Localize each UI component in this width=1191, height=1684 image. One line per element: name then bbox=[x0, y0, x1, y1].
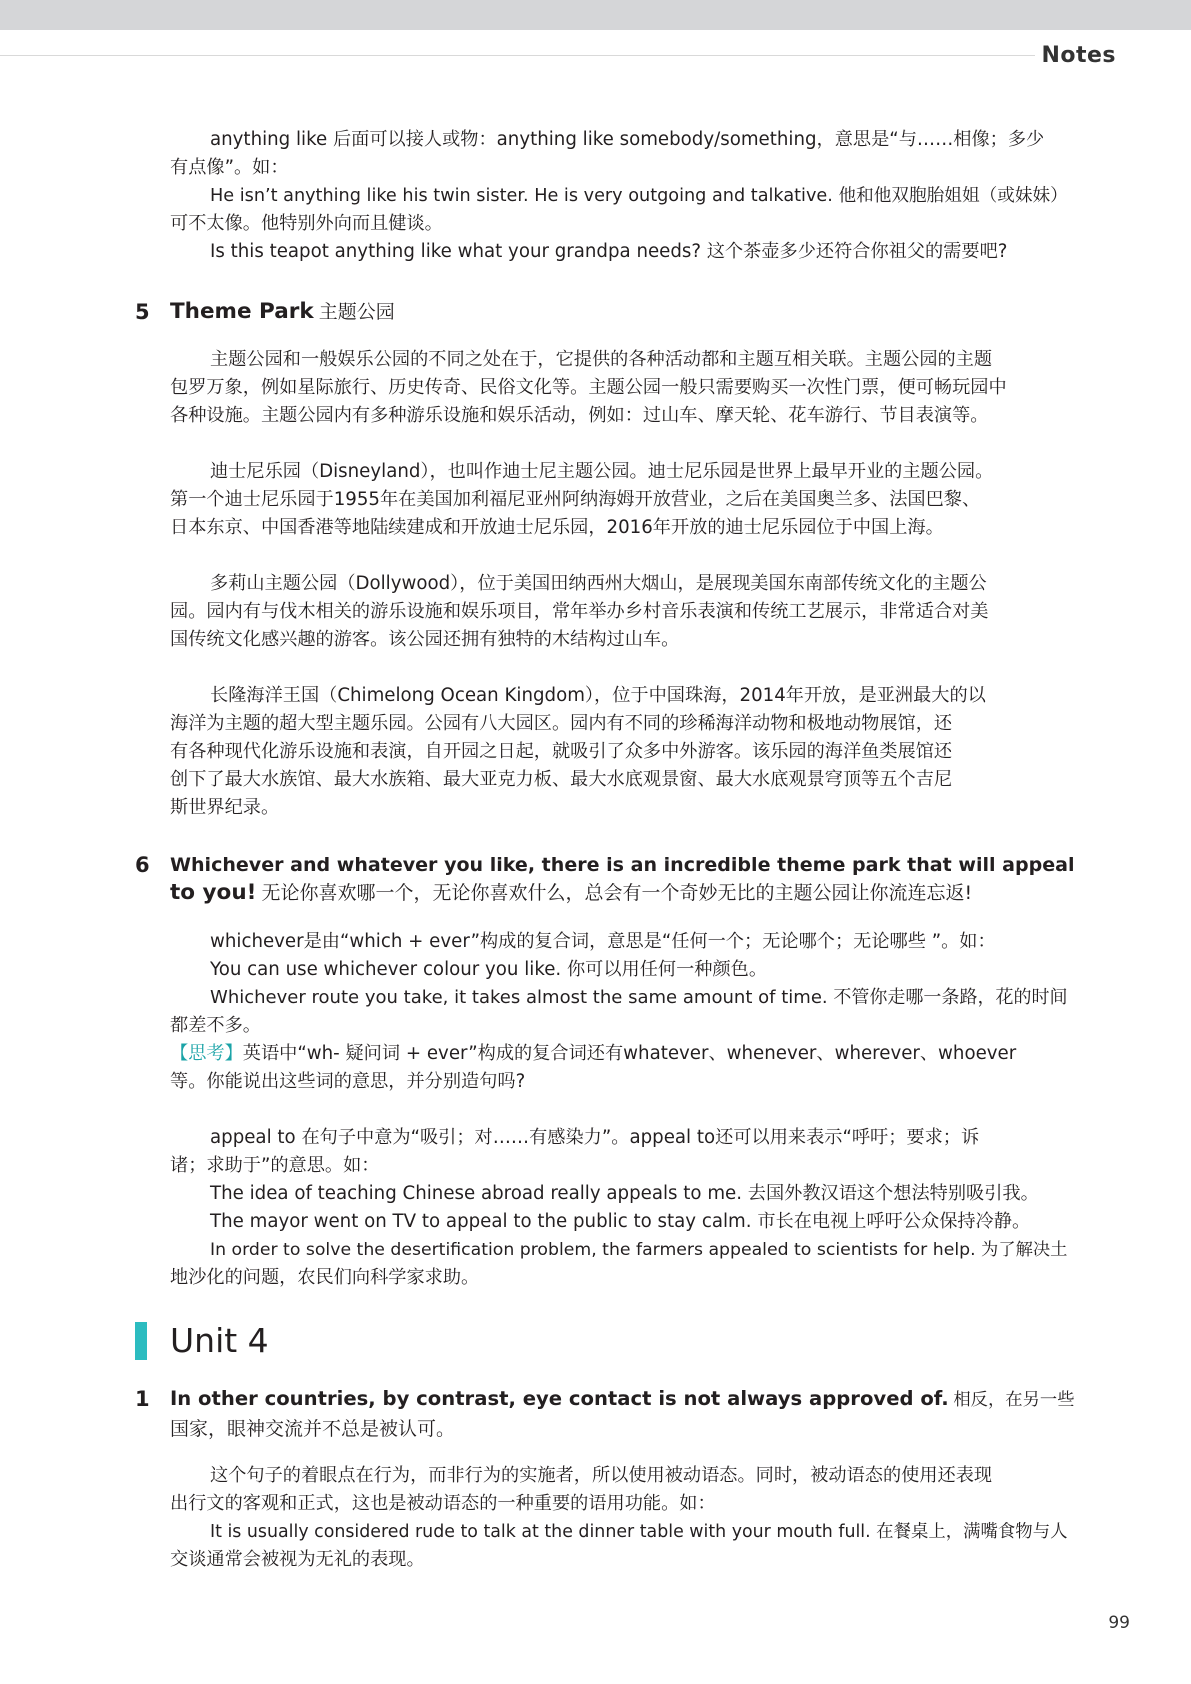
text-line: 斯世界纪录。 bbox=[170, 797, 280, 818]
text-line: 可不太像。他特别外向而且健谈。 bbox=[170, 213, 443, 234]
think-label: 【思考】 bbox=[170, 1043, 243, 1064]
paragraph-appeal-to bbox=[170, 1124, 1072, 1292]
text-line: 园。园内有与伐木相关的游乐设施和娱乐项目，常年举办乡村音乐表演和传统工艺展示，非常适合对美 bbox=[170, 601, 989, 622]
text-line: 日本东京、中国香港等地陆续建成和开放迪士尼乐园，2016年开放的迪士尼乐园位于中国上海。 bbox=[170, 517, 944, 538]
text-line: 诸；求助于”的意思。如： bbox=[170, 1155, 380, 1176]
example-line: He isn’t anything like his twin sister. He is very outgoing and talkative. 他和他双胞胎姐姐（或妹妹） bbox=[210, 186, 1068, 206]
text-line: 创下了最大水族馆、最大水族箱、最大亚克力板、最大水底观景窗、最大水底观景穹顶等五个吉尼 bbox=[170, 769, 953, 790]
section-number: 6 bbox=[135, 853, 150, 877]
paragraph-dollywood bbox=[170, 570, 1072, 654]
text-line: 包罗万象，例如星际旅行、历史传奇、民俗文化等。主题公园一般只需要购买一次性门票，便可畅玩园中 bbox=[170, 377, 1007, 398]
text-line: 有点像”。如： bbox=[170, 157, 289, 178]
section-heading-theme-park bbox=[170, 298, 1080, 327]
example-line: You can use whichever colour you like. 你可以用任何一种颜色。 bbox=[210, 959, 768, 980]
text-line: 等。你能说出这些词的意思，并分别造句吗? bbox=[170, 1071, 526, 1092]
example-line: In order to solve the desertification problem, the farmers appealed to scientists for help. 为了解决土 bbox=[210, 1240, 1068, 1260]
section-number: 1 bbox=[135, 1387, 150, 1411]
heading-en: Whichever and whatever you like, there is an incredible theme park that will appeal bbox=[170, 854, 1075, 876]
example-line: The mayor went on TV to appeal to the public to stay calm. 市长在电视上呼吁公众保持冷静。 bbox=[210, 1211, 1031, 1232]
text-line: 交谈通常会被视为无礼的表现。 bbox=[170, 1549, 425, 1570]
text-line: 国传统文化感兴趣的游客。该公园还拥有独特的木结构过山车。 bbox=[170, 629, 680, 650]
text-line: 地沙化的问题，农民们向科学家求助。 bbox=[170, 1267, 480, 1288]
heading-zh: 无论你喜欢哪一个，无论你喜欢什么，总会有一个奇妙无比的主题公园让你流连忘返! bbox=[261, 882, 973, 904]
text-line: appeal to 在句子中意为“吸引；对……有感染力”。appeal to还可以用来表示“呼吁；要求；诉 bbox=[210, 1127, 980, 1148]
heading-en: to you! bbox=[170, 880, 257, 905]
unit-accent-bar bbox=[135, 1322, 147, 1360]
section-heading-whichever bbox=[170, 851, 1080, 908]
text-line: anything like 后面可以接人或物：anything like somebody/something，意思是“与……相像；多少 bbox=[210, 129, 1045, 150]
section-number: 5 bbox=[135, 300, 150, 324]
paragraph-theme-park-intro bbox=[170, 346, 1072, 430]
heading-zh: 主题公园 bbox=[318, 301, 395, 323]
text-line: 多莉山主题公园（Dollywood），位于美国田纳西州大烟山，是展现美国东南部传统文化的主题公 bbox=[210, 573, 987, 594]
think-line bbox=[170, 1040, 1072, 1068]
text-line: 都差不多。 bbox=[170, 1015, 261, 1036]
text-line: 主题公园和一般娱乐公园的不同之处在于，它提供的各种活动都和主题互相关联。主题公园的主题 bbox=[210, 349, 993, 370]
heading-zh: 国家，眼神交流并不总是被认可。 bbox=[170, 1418, 456, 1440]
text-line: 有各种现代化游乐设施和表演，自开园之日起，就吸引了众多中外游客。该乐园的海洋鱼类展馆还 bbox=[170, 741, 953, 762]
anything-like-note bbox=[170, 126, 1072, 266]
paragraph-passive-voice bbox=[170, 1462, 1072, 1574]
text-line: 各种设施。主题公园内有多种游乐设施和娱乐活动，例如：过山车、摩天轮、花车游行、节目表演等。 bbox=[170, 405, 989, 426]
text-line: 出行文的客观和正式，这也是被动语态的一种重要的语用功能。如： bbox=[170, 1493, 716, 1514]
unit-title: Unit 4 bbox=[170, 1321, 269, 1360]
paragraph-whichever bbox=[170, 928, 1072, 1096]
text-line: 海洋为主题的超大型主题乐园。公园有八大园区。园内有不同的珍稀海洋动物和极地动物展馆，还 bbox=[170, 713, 953, 734]
section-heading-eye-contact bbox=[170, 1385, 1080, 1443]
text-line: 这个句子的着眼点在行为，而非行为的实施者，所以使用被动语态。同时，被动语态的使用还表现 bbox=[210, 1465, 993, 1486]
page-number: 99 bbox=[1108, 1613, 1130, 1633]
heading-zh: 相反，在另一些 bbox=[953, 1390, 1075, 1410]
example-line: Whichever route you take, it takes almost the same amount of time. 不管你走哪一条路，花的时间 bbox=[210, 987, 1068, 1008]
text-line: 长隆海洋王国（Chimelong Ocean Kingdom），位于中国珠海，2014年开放，是亚洲最大的以 bbox=[210, 685, 986, 706]
example-line: The idea of teaching Chinese abroad really appeals to me. 去国外教汉语这个想法特别吸引我。 bbox=[210, 1183, 1039, 1204]
header-divider bbox=[0, 55, 1035, 56]
example-line: It is usually considered rude to talk at the dinner table with your mouth full. 在餐桌上，满嘴食物与人 bbox=[210, 1522, 1068, 1542]
header-bar bbox=[0, 0, 1191, 30]
heading-en: In other countries, by contrast, eye contact is not always approved of. bbox=[170, 1387, 949, 1410]
text-line: whichever是由“which + ever”构成的复合词，意思是“任何一个；无论哪个；无论哪些 ”。如： bbox=[210, 931, 996, 952]
paragraph-chimelong bbox=[170, 682, 1072, 822]
text-line: 第一个迪士尼乐园于1955年在美国加利福尼亚州阿纳海姆开放营业，之后在美国奥兰多、法国巴黎、 bbox=[170, 489, 981, 510]
text-line: 迪士尼乐园（Disneyland），也叫作迪士尼主题公园。迪士尼乐园是世界上最早开业的主题公园。 bbox=[210, 461, 994, 482]
example-line: Is this teapot anything like what your grandpa needs? 这个茶壶多少还符合你祖父的需要吧? bbox=[210, 241, 1008, 262]
heading-en: Theme Park bbox=[170, 299, 314, 324]
paragraph-disneyland bbox=[170, 458, 1072, 542]
think-text: 英语中“wh- 疑问词 + ever”构成的复合词还有whatever、whenever、wherever、whoever bbox=[242, 1043, 1017, 1064]
notes-label: Notes bbox=[1041, 43, 1116, 68]
